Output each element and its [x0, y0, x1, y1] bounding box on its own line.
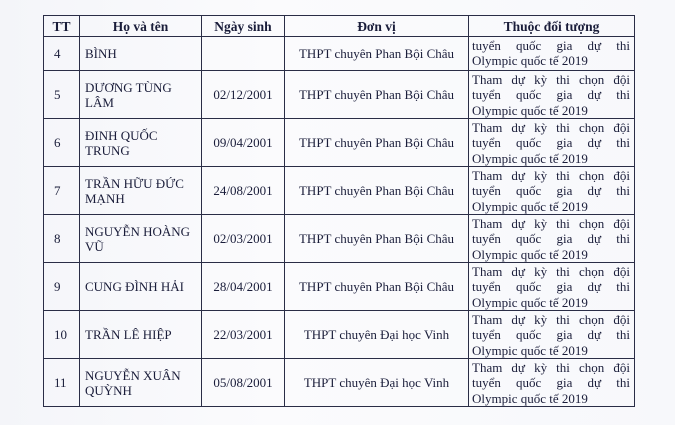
cell-tt: 7	[44, 167, 80, 215]
cell-tt: 5	[44, 71, 80, 119]
cell-dob: 02/12/2001	[202, 71, 285, 119]
cell-dob: 24/08/2001	[202, 167, 285, 215]
objective-line: tuyển quốc gia dự thi	[472, 38, 630, 53]
table-header-row	[44, 16, 635, 37]
objective-line: tuyển quốc gia dự thi	[472, 327, 630, 343]
table-row	[44, 119, 635, 167]
cell-objective	[469, 215, 635, 263]
cell-name: BÌNH	[80, 37, 202, 71]
objective-line: Olympic quốc tế 2019	[472, 53, 588, 69]
cell-name: DƯƠNG TÙNG LÂM	[80, 71, 202, 119]
cell-name: ĐINH QUỐC TRUNG	[80, 119, 202, 167]
header-objective: Thuộc đối tượng	[469, 16, 635, 37]
objective-line: Tham dự kỳ thi chọn đội	[472, 168, 630, 183]
cell-unit: THPT chuyên Phan Bội Châu	[285, 37, 469, 71]
objective-line: tuyển quốc gia dự thi	[472, 279, 630, 295]
cell-tt: 4	[44, 37, 80, 71]
objective-line: Olympic quốc tế 2019	[472, 198, 588, 214]
table-row	[44, 215, 635, 263]
cell-dob: 05/08/2001	[202, 359, 285, 407]
objective-line: Tham dự kỳ thi chọn đội	[472, 120, 630, 135]
cell-name: CUNG ĐÌNH HẢI	[80, 263, 202, 311]
table-row	[44, 359, 635, 407]
objective-line: Tham dự kỳ thi chọn đội	[472, 72, 630, 87]
cell-objective	[469, 167, 635, 215]
cell-unit: THPT chuyên Phan Bội Châu	[285, 119, 469, 167]
table-row	[44, 263, 635, 311]
cell-tt: 8	[44, 215, 80, 263]
objective-line: tuyển quốc gia dự thi	[472, 231, 630, 247]
objective-line: tuyển quốc gia dự thi	[472, 135, 630, 151]
cell-objective	[469, 359, 635, 407]
objective-line: Olympic quốc tế 2019	[472, 102, 588, 118]
cell-unit: THPT chuyên Phan Bội Châu	[285, 215, 469, 263]
cell-name: NGUYỄN HOÀNG VŨ	[80, 215, 202, 263]
cell-unit: THPT chuyên Đại học Vinh	[285, 359, 469, 407]
cell-name: TRẦN HỮU ĐỨC MẠNH	[80, 167, 202, 215]
objective-line: Olympic quốc tế 2019	[472, 342, 588, 358]
table-row	[44, 37, 635, 71]
objective-line: Tham dự kỳ thi chọn đội	[472, 216, 630, 231]
cell-tt: 6	[44, 119, 80, 167]
cell-name: TRẦN LÊ HIỆP	[80, 311, 202, 359]
objective-line: tuyển quốc gia dự thi	[472, 375, 630, 391]
header-unit: Đơn vị	[285, 16, 469, 37]
table-row	[44, 167, 635, 215]
cell-unit: THPT chuyên Phan Bội Châu	[285, 263, 469, 311]
cell-objective	[469, 311, 635, 359]
cell-name: NGUYỄN XUÂN QUỲNH	[80, 359, 202, 407]
cell-dob: 28/04/2001	[202, 263, 285, 311]
cell-unit: THPT chuyên Đại học Vinh	[285, 311, 469, 359]
objective-line: Tham dự kỳ thi chọn đội	[472, 264, 630, 279]
objective-line: tuyển quốc gia dự thi	[472, 87, 630, 103]
table-row	[44, 311, 635, 359]
cell-objective	[469, 71, 635, 119]
cell-objective	[469, 37, 635, 71]
cell-dob: 22/03/2001	[202, 311, 285, 359]
objective-line: Olympic quốc tế 2019	[472, 150, 588, 166]
header-tt: TT	[44, 16, 80, 37]
objective-line: Olympic quốc tế 2019	[472, 390, 588, 406]
cell-unit: THPT chuyên Phan Bội Châu	[285, 71, 469, 119]
cell-dob	[202, 37, 285, 71]
cell-tt: 10	[44, 311, 80, 359]
objective-line: Tham dự kỳ thi chọn đội	[472, 312, 630, 327]
cell-objective	[469, 119, 635, 167]
table-row	[44, 71, 635, 119]
objective-line: Olympic quốc tế 2019	[472, 246, 588, 262]
cell-unit: THPT chuyên Phan Bội Châu	[285, 167, 469, 215]
objective-line: tuyển quốc gia dự thi	[472, 183, 630, 199]
cell-objective	[469, 263, 635, 311]
header-dob: Ngày sinh	[202, 16, 285, 37]
cell-tt: 9	[44, 263, 80, 311]
student-table	[43, 15, 635, 407]
cell-dob: 02/03/2001	[202, 215, 285, 263]
cell-tt: 11	[44, 359, 80, 407]
header-name: Họ và tên	[80, 16, 202, 37]
objective-line: Tham dự kỳ thi chọn đội	[472, 360, 630, 375]
objective-line: Olympic quốc tế 2019	[472, 294, 588, 310]
cell-dob: 09/04/2001	[202, 119, 285, 167]
